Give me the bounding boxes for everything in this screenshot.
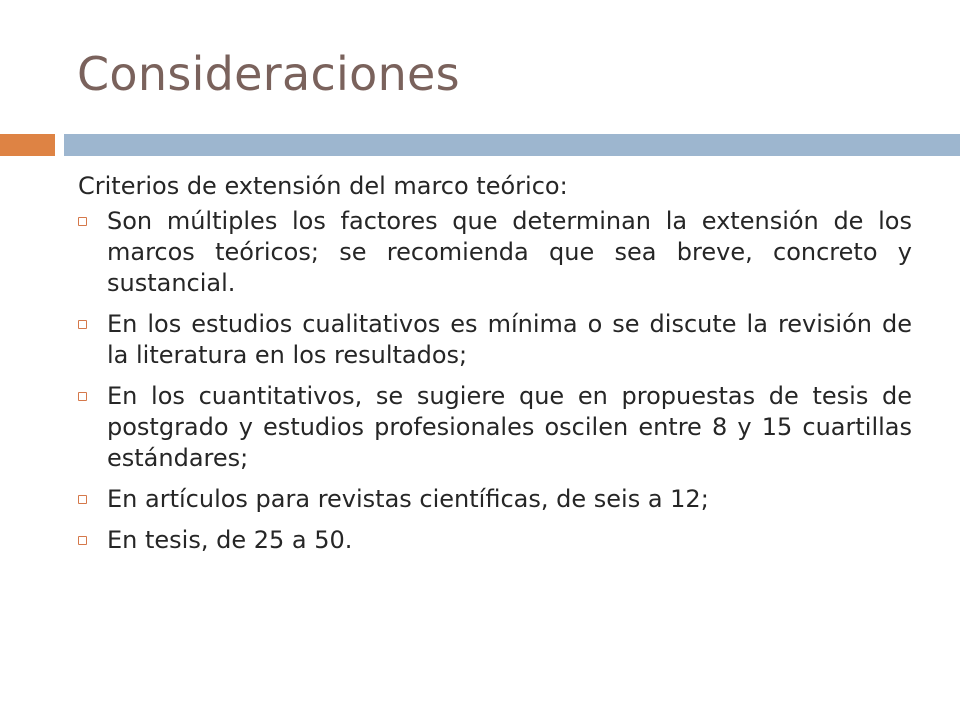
slide-title: Consideraciones: [77, 47, 460, 101]
bullet-text: Son múltiples los factores que determinan la extensión de los marcos teóricos; se recomienda que sea breve, concreto y sustancial.: [107, 207, 912, 297]
bullet-list: [78, 206, 912, 556]
bullet-text: En los cuantitativos, se sugiere que en propuestas de tesis de postgrado y estudios profesionales oscilen entre 8 y 15 cuartillas estándares;: [107, 382, 912, 472]
hollow-square-bullet-icon: [78, 536, 87, 545]
accent-bar: [0, 134, 55, 156]
hollow-square-bullet-icon: [78, 320, 87, 329]
hollow-square-bullet-icon: [78, 217, 87, 226]
bullet-item: [78, 309, 912, 371]
title-rule-bar: [64, 134, 960, 156]
bullet-item: [78, 381, 912, 474]
bullet-item: [78, 206, 912, 299]
bullet-item: [78, 484, 912, 515]
bullet-text: En los estudios cualitativos es mínima o se discute la revisión de la literatura en los resultados;: [107, 310, 912, 369]
bullet-item: [78, 525, 912, 556]
hollow-square-bullet-icon: [78, 495, 87, 504]
bullet-text: En artículos para revistas científicas, de seis a 12;: [107, 485, 709, 513]
slide-content: [78, 166, 912, 566]
hollow-square-bullet-icon: [78, 392, 87, 401]
bullet-text: En tesis, de 25 a 50.: [107, 526, 353, 554]
intro-text: Criterios de extensión del marco teórico:: [78, 172, 568, 200]
